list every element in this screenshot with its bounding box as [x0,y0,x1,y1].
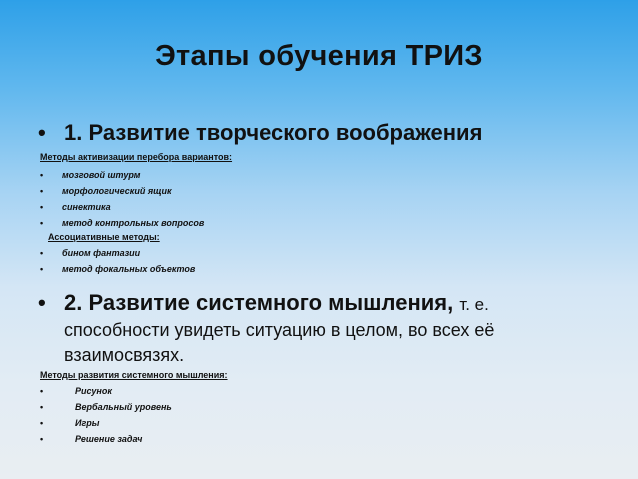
section2-heading-rest: т. е. [459,295,489,314]
bullet: • [38,120,46,145]
bullet: • [38,290,46,315]
section2-line3: взаимосвязях. [64,345,185,365]
section2-heading-text: 2. Развитие системного мышления, [64,290,454,315]
section2-heading [38,290,489,316]
section1-heading [38,120,482,146]
group2-title: Ассоциативные методы: [48,232,160,242]
section2-line2: способности увидеть ситуацию в целом, во всех её [64,320,495,340]
slide-title: Этапы обучения ТРИЗ [155,40,483,72]
slide: Этапы обучения ТРИЗ • 1. Развитие творческого воображения Методы активизации перебора вариантов: • мозговой штурм • морфологический ящик • синектика • метод контрольных вопросов Ассоциативные методы: • бином фантазии • метод фокальных объектов • 2. Развитие системного мышления, т. е. способности увидеть ситуацию в целом, во всех её взаимосвязях. Методы развития системного мышления: • Рисунок • Вербальный уровень • Игры • Решение задач [0,0,638,479]
group3-title: Методы развития системного мышления: [40,370,228,380]
section1-heading-text: 1. Развитие творческого воображения [64,120,483,145]
group1-title: Методы активизации перебора вариантов: [40,152,233,162]
